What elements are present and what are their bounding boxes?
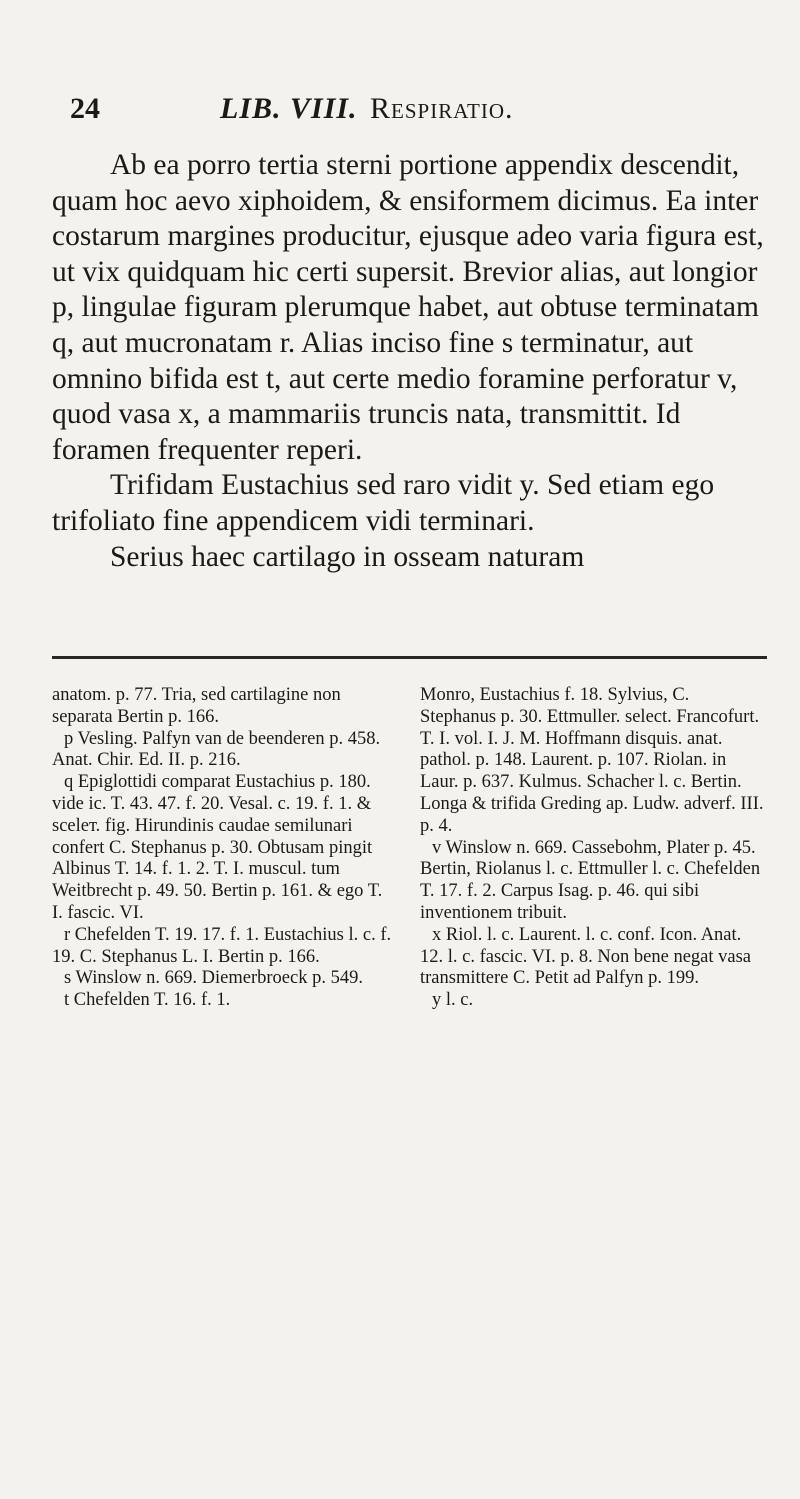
footnote: anatom. p. 77. Tria, sed cartilagine non separata Bertin p. 166. bbox=[52, 685, 341, 727]
paragraph-trifid: Trifidam Eustachius sed raro vidit y. Sed etiam ego trifoliato fine appendicem vidi terminari. bbox=[52, 469, 715, 537]
running-header bbox=[70, 92, 760, 136]
footnote: r Chefelden T. 19. 17. f. 1. Eustachius l. c. f. 19. C. Stephanus L. I. Bertin p. 166. bbox=[52, 924, 392, 967]
footnote-divider bbox=[52, 656, 767, 659]
section-title: Respiratio. bbox=[370, 92, 514, 125]
footnotes-left-column bbox=[52, 685, 397, 1012]
paragraph-serius: Serius haec cartilago in osseam naturam bbox=[110, 540, 585, 573]
footnote: x Riol. l. c. Laurent. l. c. conf. Icon. Anat. 12. l. c. fascic. VI. p. 8. Non bene negat vasa transmittere C. Petit ad Palfyn p. 199. bbox=[420, 924, 752, 989]
footnote: Monro, Eustachius f. 18. Sylvius, C. Stephanus p. 30. Ettmuller. select. Francofurt. T. I. vol. I. J. M. Hoffmann disquis. anat. pathol. p. 148. Laurent. p. 107. Riolan. in Laur. p. 637. Kulmus. Schacher l. c. Bertin. Longa & trifida Greding ap. Ludw. adverf. III. p. 4. bbox=[420, 685, 764, 836]
book-label: LIB. VIII. bbox=[220, 92, 358, 125]
footnote: y l. c. bbox=[432, 990, 474, 1011]
paragraph-appendix: Ab ea porro tertia sterni portione appendix descendit, quam hoc aevo xiphoidem, & ensiformem dicimus. Ea inter costarum margines producitur, ejusque adeo varia figura est, ut vix quidquam hic certi supersit. Brevior alias, aut longior p, lingulae figuram plerumque habet, aut obtuse terminatam q, aut mucronatam r. Alias inciso fine s terminatur, aut omnino bifida est t, aut certe medio foramine perforatur v, quod vasa x, a mammariis truncis nata, transmittit. Id foramen frequenter reperi. bbox=[52, 149, 764, 466]
page-number: 24 bbox=[70, 92, 100, 125]
footnotes bbox=[52, 685, 767, 1225]
main-text bbox=[52, 148, 764, 575]
footnote: p Vesling. Palfyn van de beenderen p. 458. Anat. Chir. Ed. II. p. 216. bbox=[52, 728, 381, 771]
footnotes-right-column bbox=[420, 685, 765, 1012]
footnote: v Winslow n. 669. Cassebohm, Plater p. 45. Bertin, Riolanus l. c. Ettmuller l. c. Chefelden T. 17. f. 2. Carpus Isag. p. 46. qui sibi inventionem tribuit. bbox=[420, 837, 761, 923]
footnote: t Chefelden T. 16. f. 1. bbox=[64, 990, 231, 1011]
footnote: q Epiglottidi comparat Eustachius p. 180. vide ic. T. 43. 47. f. 20. Vesal. c. 19. f. 1. & sceleт. fig. Hirundinis caudae semilunari confert C. Stephanus p. 30. Obtusam pingit Albinus T. 14. f. 1. 2. T. I. muscul. tum Weitbrecht p. 49. 50. Bertin p. 161. & ego T. I. fascic. VI. bbox=[52, 772, 383, 923]
footnote: s Winslow n. 669. Diemerbroeck p. 549. bbox=[64, 968, 363, 989]
